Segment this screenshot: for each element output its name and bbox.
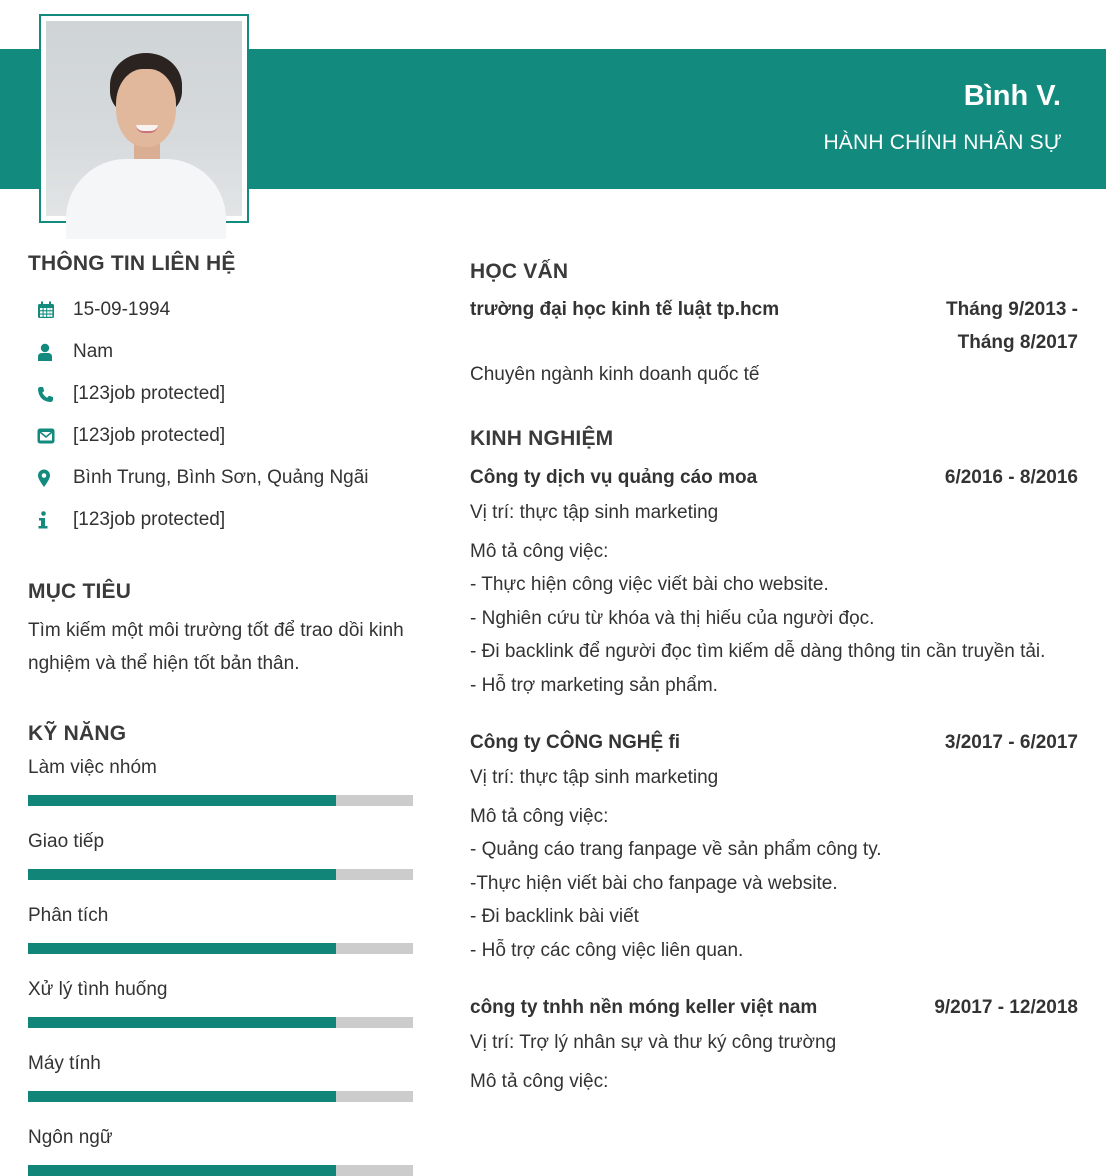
company-name: Công ty CÔNG NGHỆ fi [470,732,681,753]
job-duty: - Hỗ trợ marketing sản phẩm. [470,674,718,696]
education-major: Chuyên ngành kinh doanh quốc tế [470,364,760,385]
job-desc-label: Mô tả công việc: [470,1070,609,1092]
objective-section-title: MỤC TIÊU [28,580,132,603]
skill-item [28,1122,413,1176]
skill-bar-fill [28,795,336,806]
job-duty: - Đi backlink bài viết [470,906,639,927]
skill-bar [28,1091,413,1102]
job-position: Vị trí: Trợ lý nhân sự và thư ký công trường [470,1032,837,1053]
education-date [946,293,1078,359]
candidate-name: Bình V. [963,80,1061,112]
education-section-title: HỌC VẤN [470,260,569,283]
contact-value: [123job protected] [73,425,226,446]
user-icon [28,343,73,361]
company-name: Công ty dịch vụ quảng cáo moa [470,467,758,488]
skill-bar [28,943,413,954]
skill-label: Phân tích [28,905,109,926]
skill-label: Máy tính [28,1053,101,1074]
skill-bar-fill [28,943,336,954]
main-column [470,260,1078,1098]
skill-bar [28,1165,413,1176]
info-icon [28,511,73,529]
contact-value: [123job protected] [73,383,226,404]
education-item [470,299,1078,391]
job-duty: - Nghiên cứu từ khóa và thị hiếu của người đọc. [470,607,875,629]
skill-bar-fill [28,1017,336,1028]
job-duty: - Hỗ trợ các công việc liên quan. [470,939,744,961]
education-date-end: Tháng 8/2017 [957,332,1078,353]
skill-bar-fill [28,1091,336,1102]
map-marker-icon [28,469,73,487]
skill-item [28,1048,413,1102]
experience-item [470,463,1078,702]
skills-section [28,722,413,1176]
job-duty: -Thực hiện viết bài cho fanpage và website. [470,872,838,894]
skills-section-title: KỸ NĂNG [28,722,127,745]
job-duty: - Đi backlink để người đọc tìm kiếm dễ dàng thông tin cần truyền tải. [470,641,1046,662]
skill-bar [28,1017,413,1028]
contact-section [28,252,418,541]
skill-label: Giao tiếp [28,831,105,852]
contact-value: [123job protected] [73,509,226,530]
skill-bar [28,869,413,880]
objective-text: Tìm kiếm một môi trường tốt để trao dồi kinh nghiệm và thể hiện tốt bản thân. [28,620,404,674]
profile-photo [46,21,242,216]
calendar-icon [28,301,73,319]
contact-value: 15-09-1994 [73,299,171,320]
job-position: Vị trí: thực tập sinh marketing [470,767,719,788]
experience-item [470,728,1078,967]
job-desc-label: Mô tả công việc: [470,540,609,562]
skill-item [28,974,413,1028]
skill-item [28,826,413,880]
experience-section-title: KINH NGHIỆM [470,427,614,450]
contact-item-address [28,457,418,499]
skill-bar-fill [28,869,336,880]
contact-item-phone [28,373,418,415]
school-name: trường đại học kinh tế luật tp.hcm [470,299,780,320]
job-position: Vị trí: thực tập sinh marketing [470,502,719,523]
contact-item-email [28,415,418,457]
education-date-start: Tháng 9/2013 - [946,299,1078,320]
job-duty: - Thực hiện công việc viết bài cho website. [470,574,829,595]
contact-value: Nam [73,341,114,362]
contact-section-title: THÔNG TIN LIÊN HỆ [28,252,236,275]
company-name: công ty tnhh nền móng keller việt nam [470,997,818,1018]
job-date: 6/2016 - 8/2016 [944,467,1078,488]
job-date: 3/2017 - 6/2017 [944,732,1078,753]
experience-item [470,993,1078,1098]
contact-item-birthday [28,289,418,331]
skill-item [28,900,413,954]
job-desc-label: Mô tả công việc: [470,805,609,827]
skill-label: Làm việc nhóm [28,757,157,778]
contact-item-other [28,499,418,541]
job-date: 9/2017 - 12/2018 [934,997,1078,1018]
contact-value: Bình Trung, Bình Sơn, Quảng Ngãi [73,467,369,488]
profile-photo-frame [39,14,249,223]
skill-label: Ngôn ngữ [28,1127,113,1148]
job-duty: - Quảng cáo trang fanpage về sản phẩm công ty. [470,839,882,860]
contact-list [28,289,418,541]
envelope-icon [28,428,73,444]
skill-bar-fill [28,1165,336,1176]
skill-label: Xử lý tình huống [28,979,168,1000]
objective-section [28,580,408,680]
contact-item-gender [28,331,418,373]
candidate-job-title: HÀNH CHÍNH NHÂN SỰ [823,131,1062,154]
skill-item [28,752,413,806]
skill-bar [28,795,413,806]
phone-icon [28,386,73,403]
